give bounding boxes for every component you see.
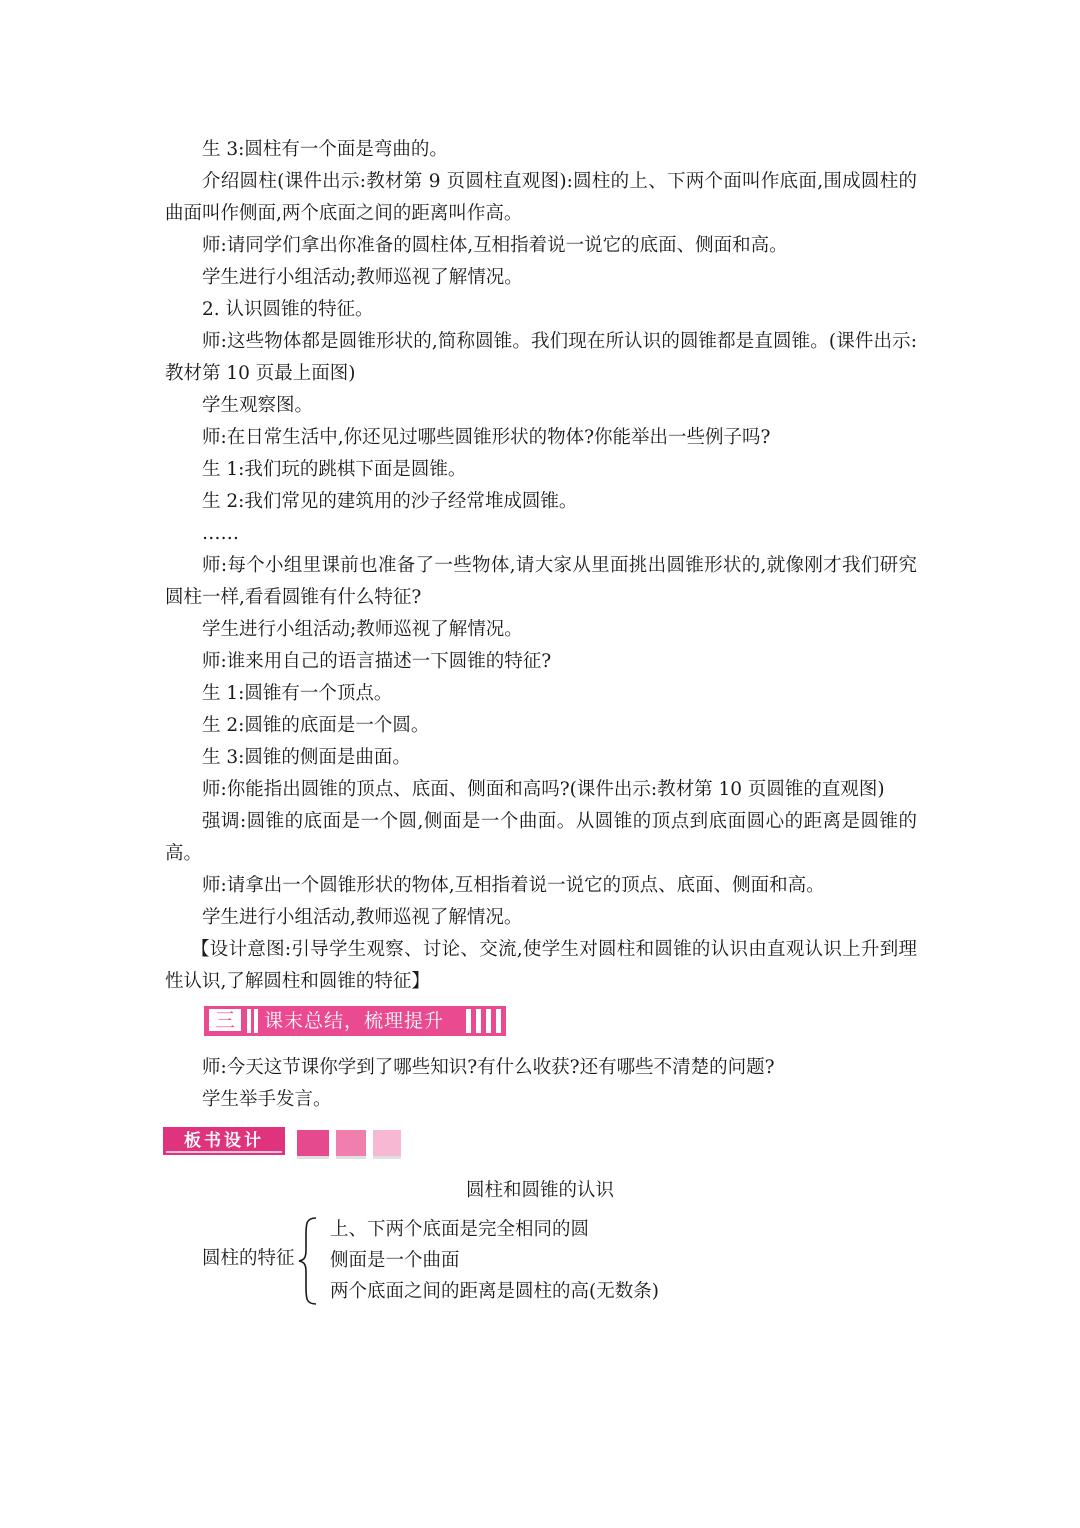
paragraph: 师:谁来用自己的语言描述一下圆锥的特征? [202,651,552,672]
list-item: 两个底面之间的距离是圆柱的高(无数条) [330,1281,659,1302]
design-intent-note: 【设计意图:引导学生观察、讨论、交流,使学生对圆柱和圆锥的认识由直观认识上升到理性认识,了解圆柱和圆锥的特征】 [165,939,917,992]
section-number: 三 [208,1008,242,1032]
decor-square-icon [336,1130,366,1156]
list-item: 上、下两个底面是完全相同的圆 [330,1219,590,1240]
paragraph: 强调:圆锥的底面是一个圆,侧面是一个曲面。从圆锥的顶点到底面圆心的距离是圆锥的高。 [165,811,917,864]
paragraph: 学生进行小组活动;教师巡视了解情况。 [202,267,523,288]
curly-brace-icon [296,1216,322,1306]
paragraph: 生 1:圆锥有一个顶点。 [202,683,393,704]
paragraph: 师:这些物体都是圆锥形状的,简称圆锥。我们现在所认识的圆锥都是直圆锥。(课件出示:教材第 10 页最上面图) [165,331,917,384]
board-design-label: 板书设计 [163,1127,285,1155]
decor-square-icon [297,1130,329,1156]
paragraph: 生 2:圆锥的底面是一个圆。 [202,715,430,736]
feature-list [330,1214,659,1307]
decor-square-icon [373,1130,401,1156]
paragraph: 师:今天这节课你学到了哪些知识?有什么收获?还有哪些不清楚的问题? [202,1057,775,1078]
list-item: 侧面是一个曲面 [330,1250,460,1271]
paragraph: 生 3:圆柱有一个面是弯曲的。 [202,139,448,160]
paragraph: 生 1:我们玩的跳棋下面是圆锥。 [202,459,467,480]
paragraph: 师:请拿出一个圆锥形状的物体,互相指着说一说它的顶点、底面、侧面和高。 [202,875,825,896]
paragraph: 学生举手发言。 [202,1089,332,1110]
paragraph: 师:请同学们拿出你准备的圆柱体,互相指着说一说它的底面、侧面和高。 [202,235,788,256]
ellipsis-line: …… [202,523,239,544]
summary-body [165,1052,917,1116]
paragraph: 生 3:圆锥的侧面是曲面。 [202,747,411,768]
paragraph: 生 2:我们常见的建筑用的沙子经常堆成圆锥。 [202,491,578,512]
banner-stripes-icon [247,1009,261,1033]
paragraph: 师:在日常生活中,你还见过哪些圆锥形状的物体?你能举出一些例子吗? [202,427,771,448]
paragraph: 2. 认识圆锥的特征。 [202,299,374,320]
section-banner [204,1006,506,1036]
paragraph: 学生观察图。 [202,395,314,416]
feature-label: 圆柱的特征 [202,1248,295,1269]
board-title: 圆柱和圆锥的认识 [465,1180,614,1201]
paragraph: 介绍圆柱(课件出示:教材第 9 页圆柱直观图):圆柱的上、下两个面叫作底面,围成圆柱的曲面叫作侧面,两个底面之间的距离叫作高。 [165,171,917,224]
paragraph: 师:每个小组里课前也准备了一些物体,请大家从里面挑出圆锥形状的,就像刚才我们研究圆柱一样,看看圆锥有什么特征? [165,555,917,608]
banner-tail-stripes-icon [466,1009,502,1033]
paragraph: 学生进行小组活动;教师巡视了解情况。 [202,619,523,640]
lesson-body [165,134,917,998]
paragraph: 学生进行小组活动,教师巡视了解情况。 [202,907,523,928]
section-title: 课末总结，梳理提升 [264,1010,445,1032]
paragraph: 师:你能指出圆锥的顶点、底面、侧面和高吗?(课件出示:教材第 10 页圆锥的直观图) [202,779,885,800]
